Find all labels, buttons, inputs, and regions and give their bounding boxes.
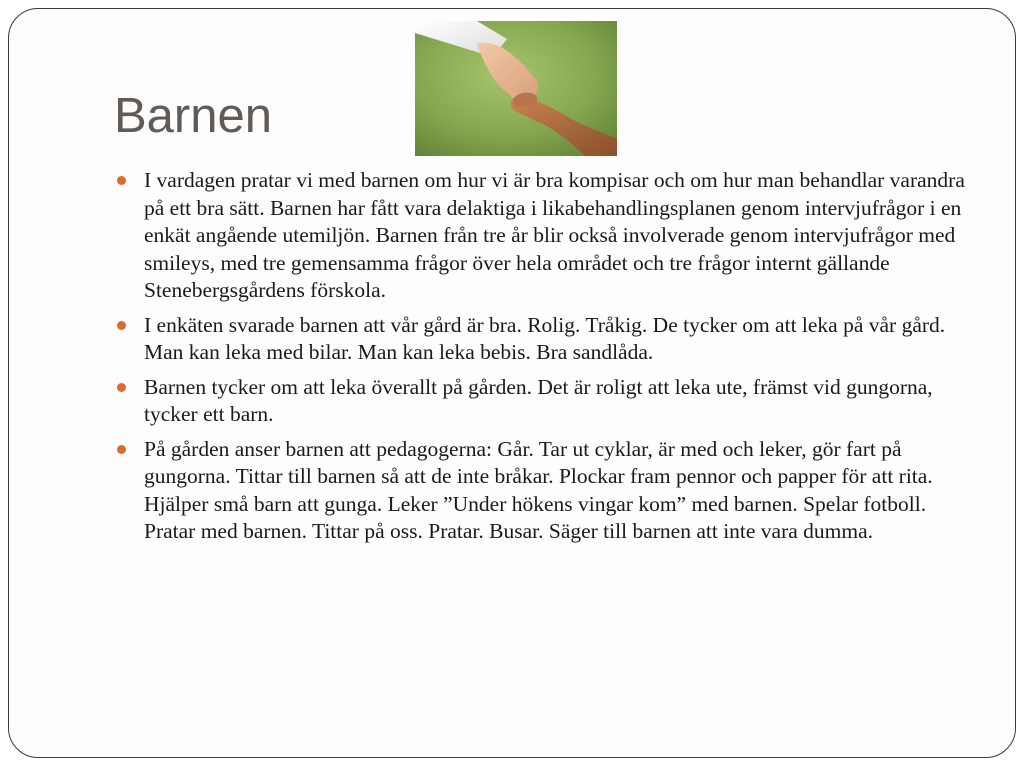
list-item (117, 312, 977, 367)
bullet-dot-icon (117, 321, 126, 330)
slide-title: Barnen (114, 89, 273, 143)
bullet-list (117, 167, 977, 553)
bullet-dot-icon (117, 445, 126, 454)
bullet-text: Barnen tycker om att leka överallt på gården. Det är roligt att leka ute, främst vid gungorna, tycker ett barn. (144, 374, 933, 426)
bullet-text: I enkäten svarade barnen att vår gård är bra. Rolig. Tråkig. De tycker om att leka på vår gård. Man kan leka med bilar. Man kan leka bebis. Bra sandlåda. (144, 312, 946, 364)
bullet-text: På gården anser barnen att pedagogerna: Går. Tar ut cyklar, är med och leker, gör fart på gungorna. Tittar till barnen så att de inte bråkar. Plockar fram pennor och papper för att rita. Hjälper små barn att gunga. Leker ”Under hökens vingar kom” med barnen. Spelar fotboll. Pratar med barnen. Tittar på oss. Pratar. Busar. Säger till barnen att inte vara dumma. (144, 436, 933, 543)
list-item (117, 374, 977, 429)
bullet-text: I vardagen pratar vi med barnen om hur vi är bra kompisar och om hur man behandlar varandra på ett bra sätt. Barnen har fått vara delaktiga i likabehandlingsplanen genom intervjufrågor i en enkät angående utemiljön. Barnen från tre år blir också involverade genom intervjufrågor med smileys, med tre gemensamma frågor över hela området och tre frågor internt gällande Stenebergsgårdens förskola. (144, 168, 965, 302)
bullet-dot-icon (117, 383, 126, 392)
list-item (117, 436, 977, 546)
bullet-dot-icon (117, 176, 126, 185)
list-item (117, 167, 977, 305)
holding-hands-photo (415, 21, 617, 156)
